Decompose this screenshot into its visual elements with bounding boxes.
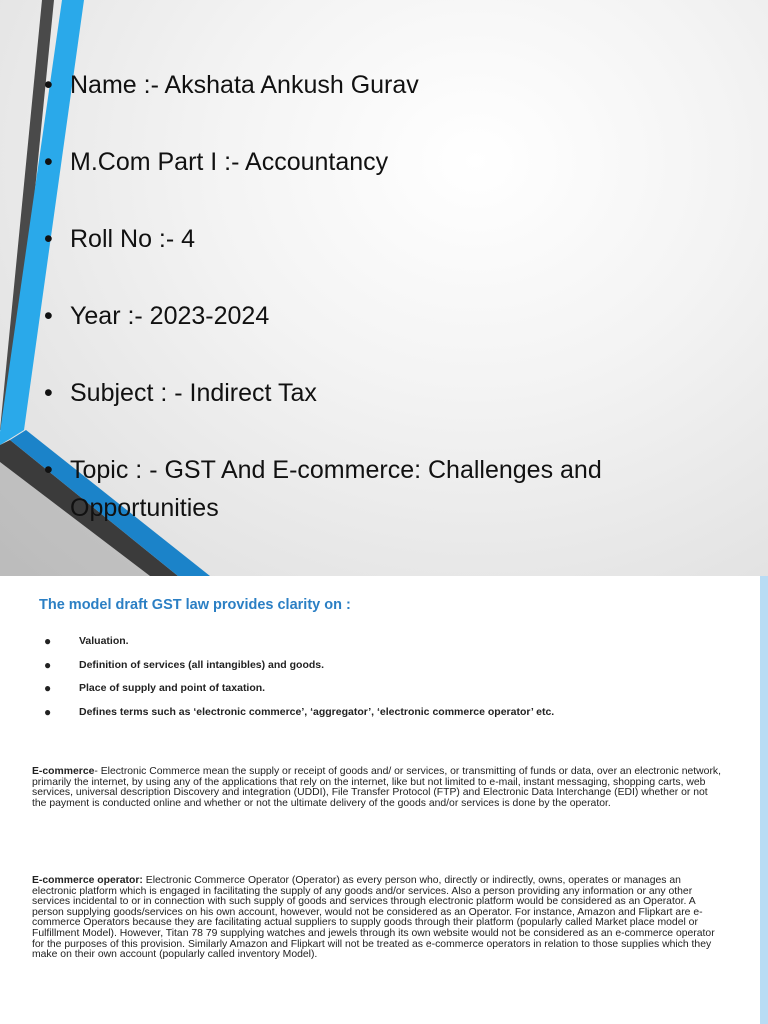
bullet-subject: • Subject : - Indirect Tax [40,374,720,412]
ecommerce-term: E-commerce [32,766,95,777]
clarity-list [44,634,554,728]
bullet-dot-icon: ● [44,657,52,672]
slide-heading: The model draft GST law provides clarity on : [39,597,351,613]
bullet-dot-icon: • [44,71,53,99]
bullet-dot-icon: • [44,456,53,484]
bullet-roll-no: • Roll No :- 4 [40,220,720,258]
list-item: ● Defines terms such as ‘electronic commerce’, ‘aggregator’, ‘electronic commerce operator’ etc. [44,704,555,719]
ecommerce-definition [32,767,722,809]
operator-term: E-commerce operator: [32,875,143,886]
bullet-dot-icon: ● [44,704,52,719]
bullet-dot-icon: • [44,225,53,253]
bullet-dot-icon: • [44,148,53,176]
gst-law-slide [0,576,760,1024]
slide-edge-strip [760,576,768,1024]
list-item: ● Definition of services (all intangibles) and goods. [44,657,325,672]
bullet-year: • Year :- 2023-2024 [40,297,720,335]
list-item: ● Valuation. [44,634,129,648]
bullet-dot-icon: • [44,302,53,330]
ecommerce-text: - Electronic Commerce mean the supply or receipt of goods and/ or services, or transmitting of funds or data, over an electronic network, primarily the internet, by using any of the applications that rely on the internet, like but not limited to e-mail, instant messaging, shopping carts, web services, universal description Discovery and integration (UDDI), File Transfer Protocol (FTP) and Electronic Data Interchange (EDI) whether or not the payment is conducted online and whether or not the ultimate delivery of the goods and/or services is done by the operator. [32,766,721,809]
student-details-list [40,66,720,566]
bullet-dot-icon: ● [44,681,52,695]
list-item: ● Place of supply and point of taxation. [44,681,266,695]
bullet-topic: • Topic : - GST And E-commerce: Challenges and Opportunities [40,451,720,527]
bullet-name: • Name :- Akshata Ankush Gurav [40,66,720,104]
bullet-dot-icon: ● [44,634,52,648]
bullet-course: • M.Com Part I :- Accountancy [40,143,720,181]
bullet-dot-icon: • [44,379,53,407]
operator-definition [32,876,722,961]
operator-text: Electronic Commerce Operator (Operator) as every person who, directly or indirectly, owns, operates or manages an electronic platform which is engaged in facilitating the supply of any goods and/or services. Also a person providing any information or any other services incidental to or in connection with such supply of goods and services through electronic platform would be considered as an Operator. A person supplying goods/services on his own account, however, would not be considered as an Operator. For instance, Amazon and Flipkart are e-commerce Operators because they are facilitating actual suppliers to supply goods through their platform (popularly called Market place model or Fulfillment Model). However, Titan 78 79 supplying watches and jewels through its own website would not be considered as an e-commerce operator for the purposes of this provision. Similarly Amazon and Flipkart will not be treated as e-commerce operators in relation to those supplies which they make on their own account (popularly called inventory Model). [32,875,715,961]
